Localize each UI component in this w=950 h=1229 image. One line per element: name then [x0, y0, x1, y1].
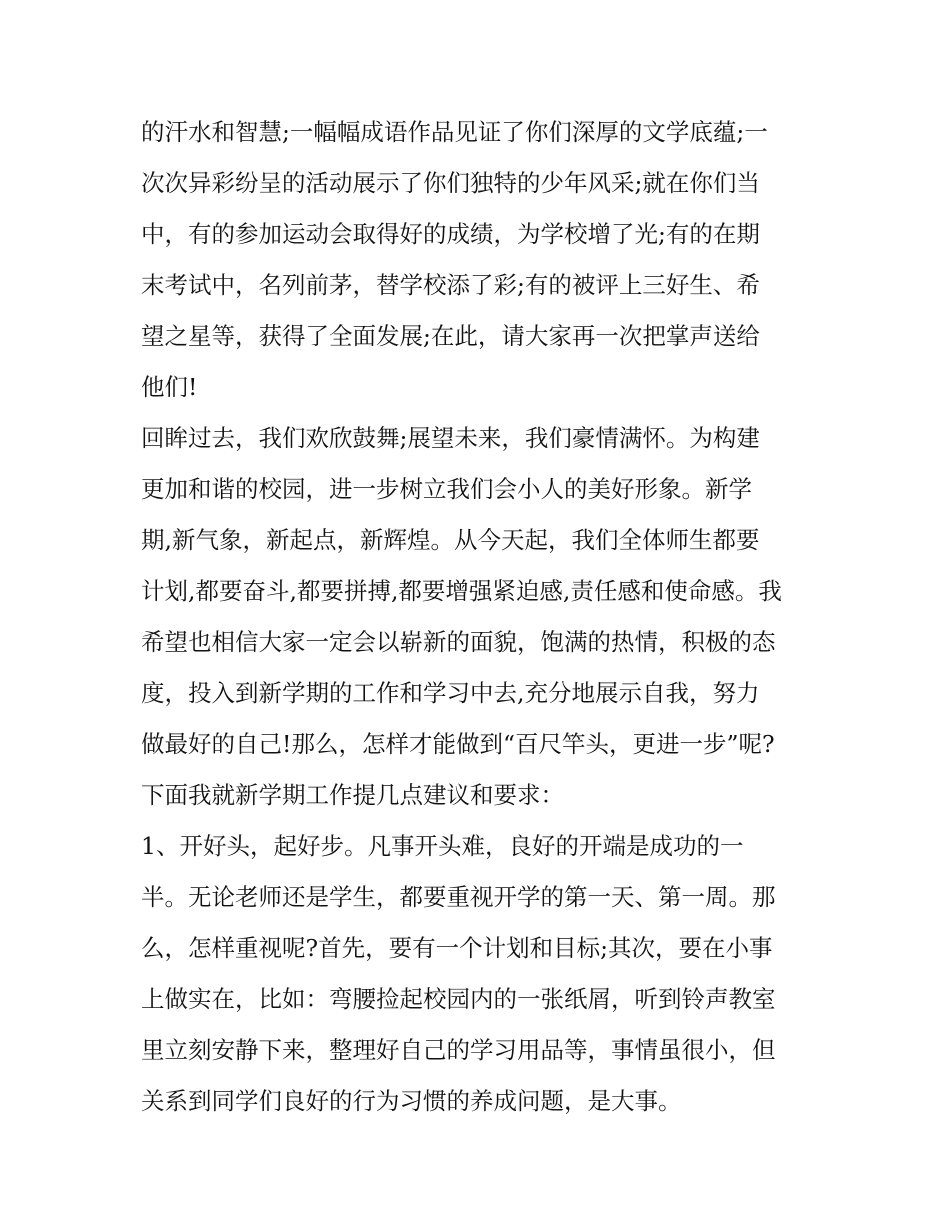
- text-line: 关系到同学们良好的行为习惯的养成问题，是大事。: [141, 1087, 682, 1115]
- text-line: 末考试中，名列前茅，替学校添了彩;有的被评上三好生、希: [141, 271, 760, 299]
- text-line: 中，有的参加运动会取得好的成绩，为学校增了光;有的在期: [141, 220, 760, 248]
- text-line: 他们!: [141, 373, 198, 401]
- text-line: 希望也相信大家一定会以崭新的面貌，饱满的热情，积极的态: [141, 628, 776, 656]
- text-line: 望之星等，获得了全面发展;在此，请大家再一次把掌声送给: [141, 322, 760, 350]
- text-line: 下面我就新学期工作提几点建议和要求：: [141, 781, 564, 809]
- text-line: 更加和谐的校园，进一步树立我们会小人的美好形象。新学: [141, 475, 752, 503]
- text-line: 做最好的自己!那么，怎样才能做到“百尺竿头，更进一步”呢?: [141, 730, 775, 758]
- text-line: 期,新气象，新起点，新辉煌。从今天起，我们全体师生都要: [141, 526, 760, 554]
- text-line: 计划,都要奋斗,都要拼搏,都要增强紧迫感,责任感和使命感。我: [141, 577, 782, 605]
- text-line: 1、开好头，起好步。凡事开头难，良好的开端是成功的一: [141, 832, 744, 860]
- text-line: 的汗水和智慧;一幅幅成语作品见证了你们深厚的文学底蕴;一: [141, 118, 768, 146]
- text-line: 度，投入到新学期的工作和学习中去,充分地展示自我，努力: [141, 679, 760, 707]
- text-line: 次次异彩纷呈的活动展示了你们独特的少年风采;就在你们当: [141, 169, 760, 197]
- text-line: 么，怎样重视呢?首先，要有一个计划和目标;其次，要在小事: [141, 934, 773, 962]
- body-text: [141, 107, 821, 1127]
- text-line: 半。无论老师还是学生，都要重视开学的第一天、第一周。那: [141, 883, 776, 911]
- text-line: 里立刻安静下来，整理好自己的学习用品等，事情虽很小，但: [141, 1036, 776, 1064]
- text-line: 上做实在，比如：弯腰捡起校园内的一张纸屑，听到铃声教室: [141, 985, 776, 1013]
- text-line: 回眸过去，我们欢欣鼓舞;展望未来，我们豪情满怀。为构建: [141, 424, 760, 452]
